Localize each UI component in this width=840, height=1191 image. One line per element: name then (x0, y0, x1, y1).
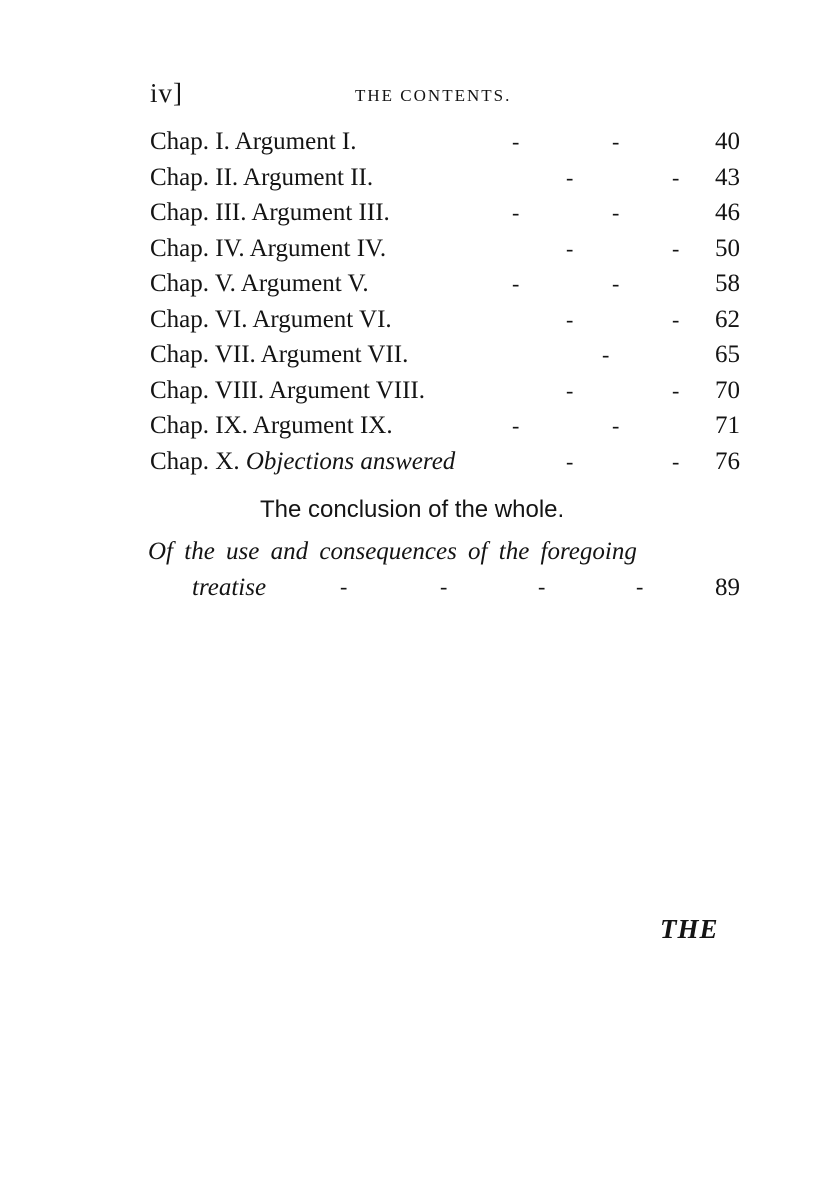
toc-page-number: 43 (715, 163, 740, 191)
toc-leader-dash: - (512, 200, 520, 225)
toc-page-number: 40 (715, 128, 740, 155)
toc-entry-label (150, 195, 390, 231)
toc-page-number: 65 (715, 341, 740, 368)
toc-chapter-number: Chap. V. (150, 270, 236, 297)
toc-chapter-number: Chap. IV. (150, 234, 245, 262)
toc-entry-label (150, 160, 373, 196)
toc-entry-label (150, 444, 455, 480)
page-heading: THE CONTENTS. (355, 86, 512, 105)
toc-chapter-number: Chap. II. (150, 163, 239, 191)
toc-entry (150, 231, 740, 267)
toc-leader-dash: - (672, 306, 680, 332)
toc-leader-dash: - (612, 129, 620, 154)
toc-chapter-title: Argument IV. (249, 234, 387, 262)
toc-chapter-title: Objections answered (245, 447, 456, 475)
toc-chapter-title: Argument III. (251, 199, 390, 226)
toc-leader-dash: - (566, 306, 574, 332)
toc-entry (150, 444, 740, 480)
toc-page-number: 70 (715, 376, 740, 404)
toc-entry-label (150, 302, 392, 338)
toc-page-number: 71 (715, 412, 740, 439)
toc-leader-dash: - (672, 377, 680, 403)
conclusion-entry-title-continued: treatise (192, 574, 267, 601)
toc-leader-dash: - (566, 164, 574, 190)
toc-entry (150, 124, 740, 160)
toc-leader-dash: - (672, 164, 680, 190)
toc-chapter-number: Chap. IX. (150, 412, 248, 439)
conclusion-leader-dash: - (636, 574, 644, 599)
conclusion-entry-page: 89 (715, 574, 740, 601)
toc-chapter-number: Chap. X. (150, 447, 240, 475)
toc-chapter-number: Chap. III. (150, 199, 247, 226)
toc-chapter-title: Argument V. (240, 270, 369, 297)
toc-chapter-title: Argument VIII. (268, 376, 425, 404)
toc-chapter-number: Chap. VII. (150, 341, 256, 368)
toc-entry (150, 373, 740, 409)
toc-chapter-title: Argument VI. (252, 305, 392, 333)
toc-entry (150, 337, 740, 373)
conclusion-entry-continuation (150, 574, 740, 610)
toc-entry-label (150, 231, 386, 267)
toc-leader-dash: - (566, 377, 574, 403)
running-head (150, 78, 740, 112)
conclusion-entry-title: Of the use and consequences of the foregoing (148, 538, 637, 565)
catchword: THE (660, 914, 719, 944)
toc-leader-dash: - (612, 413, 620, 438)
toc-chapter-title: Argument I. (234, 128, 357, 155)
toc-leader-dash: - (672, 448, 680, 474)
toc-page-number: 50 (715, 234, 740, 262)
toc-page-number: 62 (715, 305, 740, 333)
toc-chapter-number: Chap. I. (150, 128, 230, 155)
toc-entry (150, 408, 740, 444)
conclusion-leader-dash: - (440, 574, 448, 599)
toc-chapter-number: Chap. VI. (150, 305, 248, 333)
page-number: iv] (150, 78, 183, 108)
table-of-contents (150, 124, 740, 479)
conclusion-leader-dash: - (340, 574, 348, 599)
toc-entry (150, 266, 740, 302)
toc-entry (150, 160, 740, 196)
toc-entry (150, 195, 740, 231)
toc-leader-dash: - (602, 342, 610, 367)
toc-leader-dash: - (566, 448, 574, 474)
toc-entry (150, 302, 740, 338)
toc-leader-dash: - (512, 413, 520, 438)
toc-leader-dash: - (612, 200, 620, 225)
conclusion-leader-dash: - (538, 574, 546, 599)
toc-leader-dash: - (672, 235, 680, 261)
toc-chapter-title: Argument VII. (260, 341, 409, 368)
toc-leader-dash: - (512, 271, 520, 296)
toc-entry-label (150, 337, 408, 373)
conclusion-heading: The conclusion of the whole. (260, 496, 565, 523)
toc-leader-dash: - (612, 271, 620, 296)
toc-entry-label (150, 408, 393, 444)
toc-entry-label (150, 373, 425, 409)
toc-chapter-number: Chap. VIII. (150, 376, 265, 404)
toc-entry-label (150, 124, 356, 160)
toc-page-number: 46 (715, 199, 740, 226)
toc-page-number: 58 (715, 270, 740, 297)
toc-leader-dash: - (566, 235, 574, 261)
toc-leader-dash: - (512, 129, 520, 154)
toc-chapter-title: Argument IX. (252, 412, 393, 439)
toc-page-number: 76 (715, 447, 740, 475)
toc-entry-label (150, 266, 369, 302)
toc-chapter-title: Argument II. (243, 163, 374, 191)
